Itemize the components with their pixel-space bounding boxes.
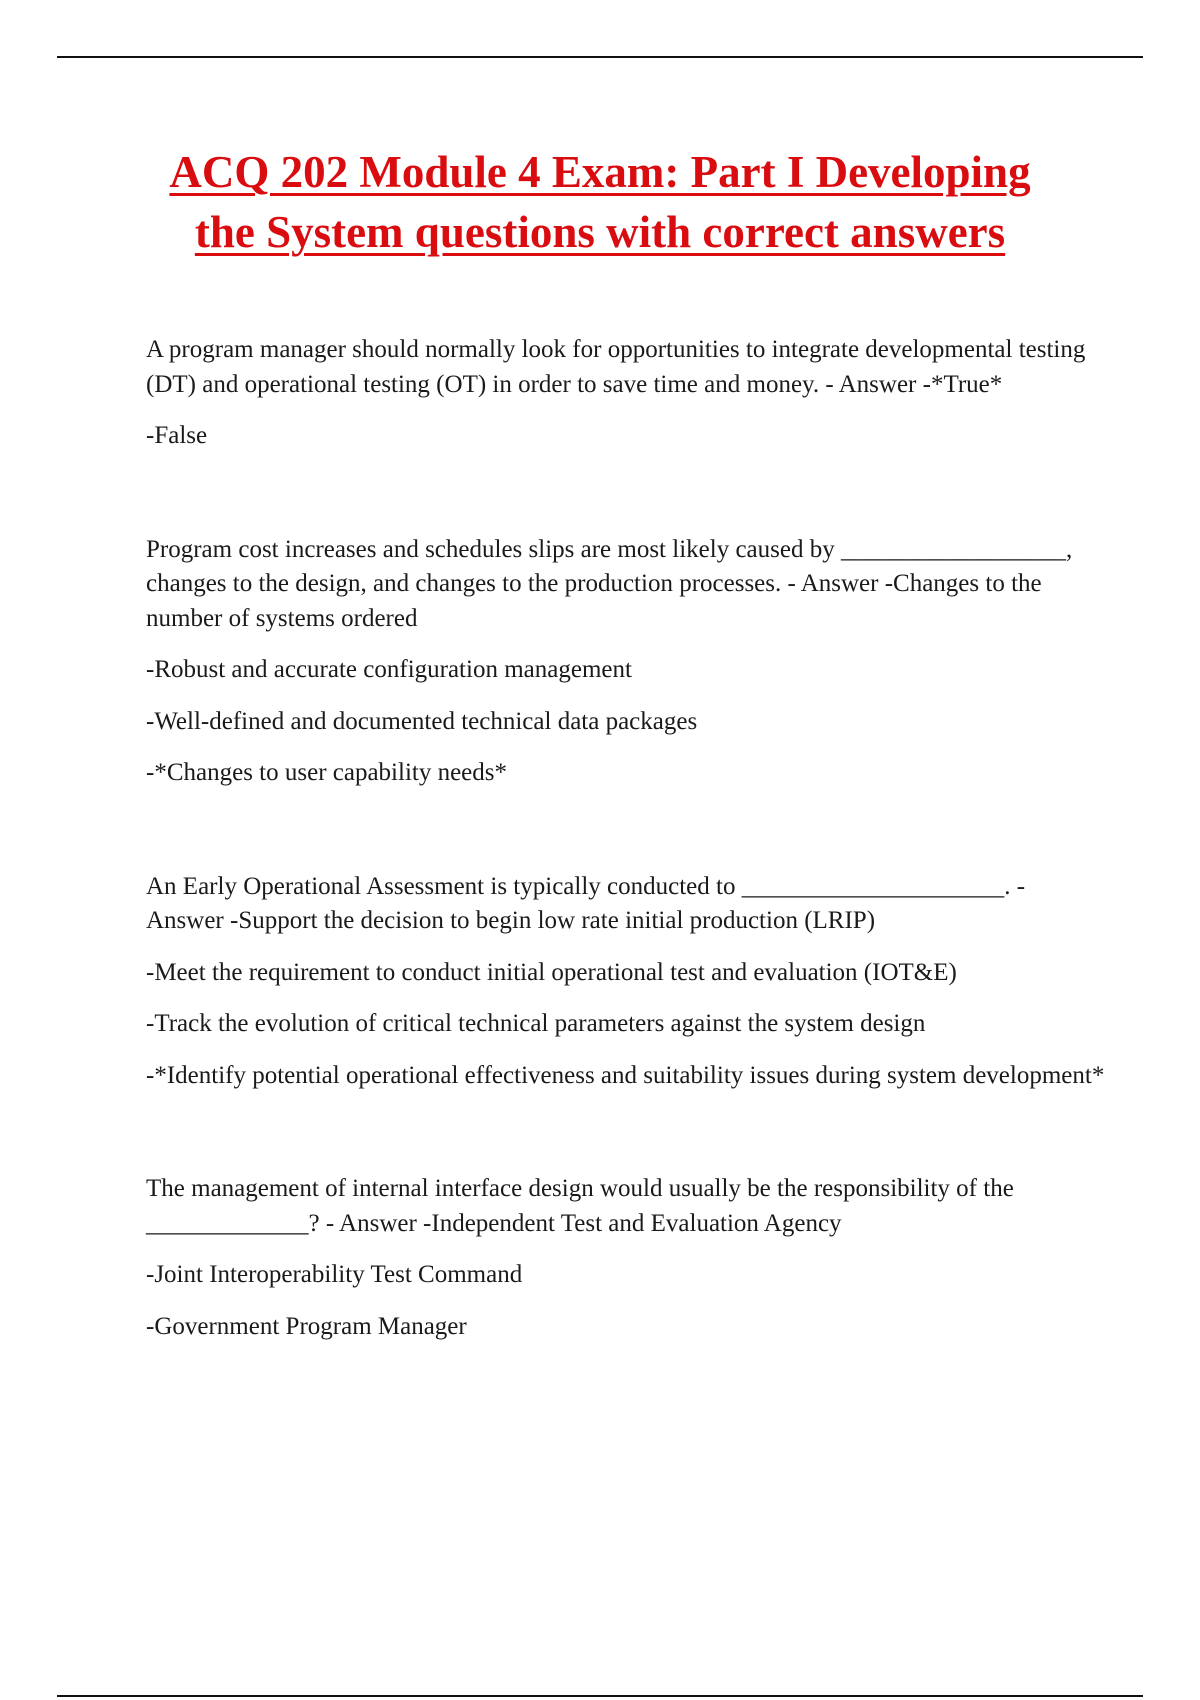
question-text: The management of internal interface design would usually be the responsibility of the _____________? - Answer -Independent Test and Evaluation Agency xyxy=(146,1175,1014,1237)
title-line-2: the System questions with correct answers xyxy=(194,207,1006,257)
question-block xyxy=(146,533,1106,791)
title-line-1: ACQ 202 Module 4 Exam: Part I Developing xyxy=(169,147,1031,197)
question-text: An Early Operational Assessment is typically conducted to _____________________. - Answer -Support the decision to begin low rate initial production (LRIP) xyxy=(146,872,1026,934)
answer-option: -Track the evolution of critical technical parameters against the system design xyxy=(146,1010,926,1037)
question-block xyxy=(146,870,1106,1094)
bottom-rule xyxy=(57,1695,1143,1697)
answer-option: -Government Program Manager xyxy=(146,1312,467,1340)
answer-option: -*Identify potential operational effectiveness and suitability issues during system development* xyxy=(146,1061,1105,1089)
document-title xyxy=(100,142,1100,262)
question-text: Program cost increases and schedules slips are most likely caused by __________________, changes to the design, and changes to the production processes. - Answer -Changes to the number of systems ordered xyxy=(146,535,1073,632)
answer-option: -Joint Interoperability Test Command xyxy=(146,1261,523,1288)
question-block xyxy=(146,333,1106,454)
question-block xyxy=(146,1172,1106,1344)
answer-option: -Well-defined and documented technical data packages xyxy=(146,707,698,735)
answer-option: -Robust and accurate configuration management xyxy=(146,656,632,683)
answer-option: -Meet the requirement to conduct initial operational test and evaluation (IOT&E) xyxy=(146,958,957,986)
answer-option: -False xyxy=(146,422,208,449)
answer-option: -*Changes to user capability needs* xyxy=(146,759,508,786)
question-text: A program manager should normally look for opportunities to integrate developmental testing (DT) and operational testing (OT) in order to save time and money. - Answer -*True* xyxy=(146,336,1086,398)
question-list xyxy=(146,333,1106,1344)
top-rule xyxy=(57,56,1143,58)
